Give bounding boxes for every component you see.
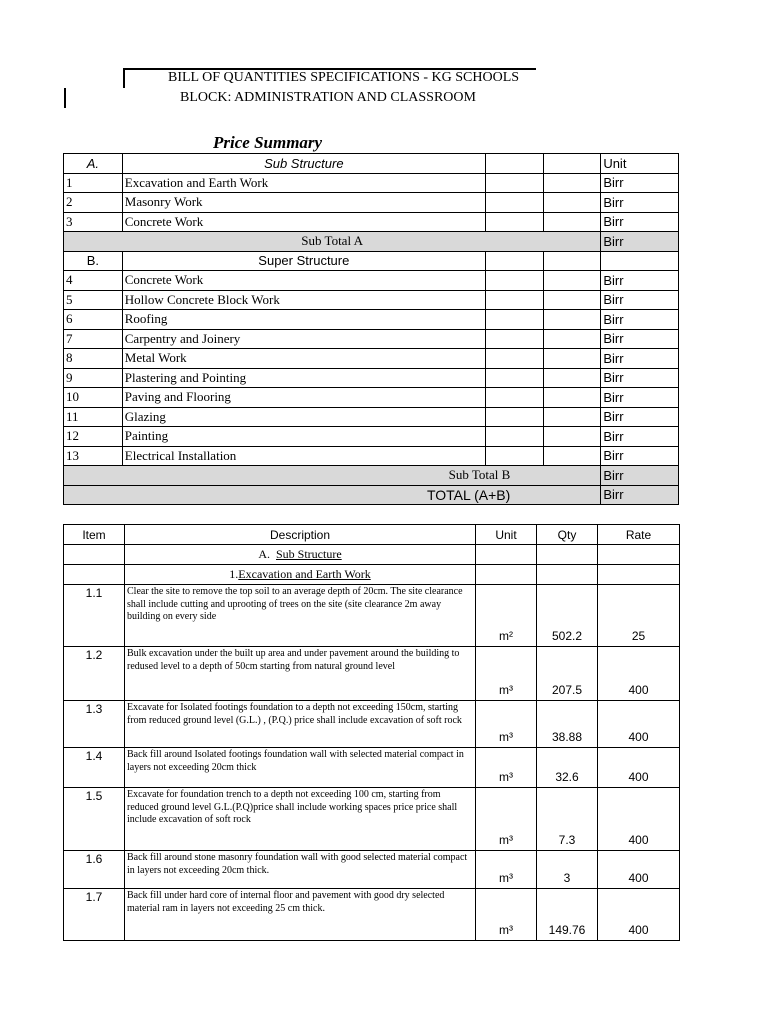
summary-section-b-row xyxy=(64,251,679,271)
summary-row: 3 Concrete Work Birr xyxy=(64,212,679,232)
table-row: 1.1 Clear the site to remove the top soil to an average depth of 20cm. The site clearance shall include cutting and uprooting of trees on the site (site clearance 2m away building on every side m² 502.2 25 xyxy=(64,585,680,647)
total-label: TOTAL (A+B) xyxy=(64,485,601,505)
items-section-row xyxy=(64,545,680,565)
total-row: TOTAL (A+B) Birr xyxy=(64,485,679,505)
document-subtitle: BLOCK: ADMINISTRATION AND CLASSROOM xyxy=(180,90,476,105)
page-left-marker xyxy=(64,88,66,108)
subtotal-a-row: Sub Total A Birr xyxy=(64,232,679,252)
summary-row: 11 Glazing Birr xyxy=(64,407,679,427)
summary-row: 10 Paving and Flooring Birr xyxy=(64,388,679,408)
section-a-label: A. xyxy=(64,154,123,174)
header-description: Description xyxy=(125,525,476,545)
section-b-title: Super Structure xyxy=(122,251,485,271)
table-row: 1.6 Back fill around stone masonry foundation wall with good selected material compact in layers not exceeding 20cm thick. m³ 3 400 xyxy=(64,851,680,889)
document-title: BILL OF QUANTITIES SPECIFICATIONS - KG SCHOOLS xyxy=(168,70,520,85)
items-subsection-row xyxy=(64,565,680,585)
header-unit: Unit xyxy=(476,525,537,545)
section-b-label: B. xyxy=(64,251,123,271)
items-section-heading: A. Sub Structure xyxy=(125,545,476,565)
summary-row: 5 Hollow Concrete Block Work Birr xyxy=(64,290,679,310)
table-row: 1.7 Back fill under hard core of internal floor and pavement with good dry selected material ram in layers not exceeding 25 cm thick. m³ 149.76 400 xyxy=(64,889,680,941)
header-qty: Qty xyxy=(537,525,598,545)
items-subsection-heading: 1.Excavation and Earth Work xyxy=(125,565,476,585)
price-summary-table xyxy=(63,153,679,505)
subtotal-a-label: Sub Total A xyxy=(64,232,601,252)
summary-row: 1 Excavation and Earth Work Birr xyxy=(64,173,679,193)
items-header-row xyxy=(64,525,680,545)
price-summary-title: Price Summary xyxy=(213,133,323,152)
unit-header: Unit xyxy=(601,154,679,174)
summary-row: 13 Electrical Installation Birr xyxy=(64,446,679,466)
subtotal-b-row: Sub Total B Birr xyxy=(64,466,679,486)
summary-section-a-row xyxy=(64,154,679,174)
summary-row: 12 Painting Birr xyxy=(64,427,679,447)
header-rate: Rate xyxy=(598,525,680,545)
summary-row: 7 Carpentry and Joinery Birr xyxy=(64,329,679,349)
summary-row: 2 Masonry Work Birr xyxy=(64,193,679,213)
summary-row: 9 Plastering and Pointing Birr xyxy=(64,368,679,388)
header-item: Item xyxy=(64,525,125,545)
table-row: 1.4 Back fill around Isolated footings foundation wall with selected material compact in layers not exceeding 20cm thick m³ 32.6 400 xyxy=(64,748,680,788)
header-left-tick xyxy=(123,68,125,88)
table-row: 1.5 Excavate for foundation trench to a depth not exceeding 100 cm, starting from reduced ground level G.L.(P.Q)price shall include working spaces price price shall include excavation of soft rock m³ 7.3 400 xyxy=(64,788,680,851)
subtotal-b-label: Sub Total B xyxy=(64,466,601,486)
table-row: 1.3 Excavate for Isolated footings foundation to a depth not exceeding 150cm, starting from reduced ground level (G.L.) , (P.Q.) price shall include excavation of soft rock m³ 38.88 400 xyxy=(64,701,680,748)
section-a-title: Sub Structure xyxy=(122,154,485,174)
bill-items-table xyxy=(63,524,680,941)
summary-row: 4 Concrete Work Birr xyxy=(64,271,679,291)
summary-row: 6 Roofing Birr xyxy=(64,310,679,330)
table-row: 1.2 Bulk excavation under the built up area and under pavement around the building to redused level to a depth of 50cm starting from natural ground level m³ 207.5 400 xyxy=(64,647,680,701)
summary-row: 8 Metal Work Birr xyxy=(64,349,679,369)
